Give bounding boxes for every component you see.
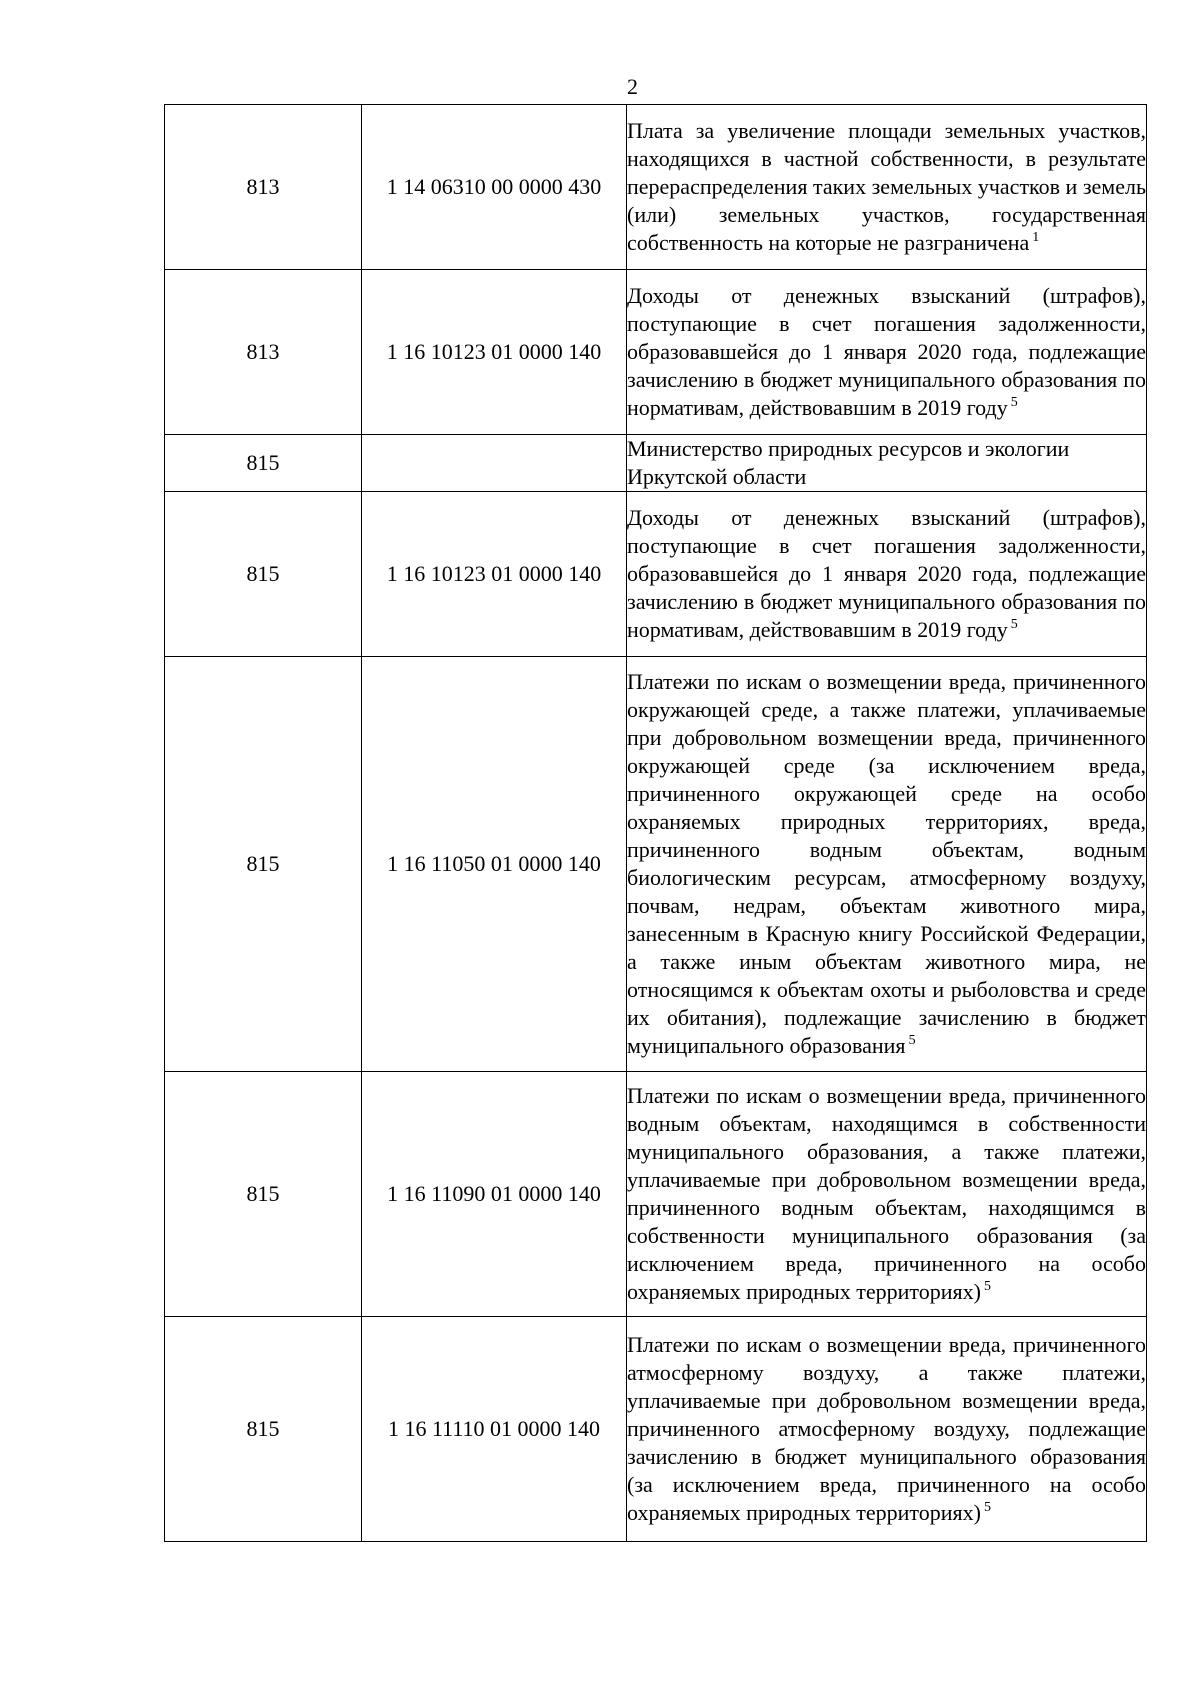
description-cell: [627, 657, 1147, 1072]
revenue-code-cell: 1 16 10123 01 0000 140: [362, 492, 627, 657]
admin-code-cell: 813: [165, 270, 362, 435]
description-text: Доходы от денежных взысканий (штрафов), поступающие в счет погашения задолженности, образовавшейся до 1 января 2020 года, подлежащие зачислению в бюджет муниципального образования по нормативам, действовавшим в 2019 году: [627, 505, 1146, 642]
description-text: Плата за увеличение площади земельных участков, находящихся в частной собственности, в результате перераспределения таких земельных участков и земель (или) земельных участков, государственная собственность на которые не разграничена: [627, 118, 1146, 255]
footnote-mark: 5: [983, 1279, 991, 1294]
footnote-mark: 5: [1010, 395, 1018, 410]
admin-code-cell: 815: [165, 435, 362, 492]
table-row: [165, 492, 1147, 657]
footnote-mark: 5: [983, 1500, 991, 1515]
description-cell: [627, 1317, 1147, 1542]
description-text: Платежи по искам о возмещении вреда, причиненного окружающей среде, а также платежи, уплачиваемые при добровольном возмещении вреда, причиненного окружающей среде (за исключением вреда, причиненного окружающей среде на особо охраняемых природных территориях, вреда, причиненного водным объектам, водным биологическим ресурсам, атмосферному воздуху, почвам, недрам, объектам животного мира, занесенным в Красную книгу Российской Федерации, а также иным объектам животного мира, не относящимся к объектам охоты и рыболовства и среде их обитания), подлежащие зачислению в бюджет муниципального образования: [627, 669, 1146, 1058]
page-number: 2: [627, 74, 638, 99]
footnote-mark: 1: [1032, 230, 1040, 245]
table-row-ministry: [165, 435, 1147, 492]
revenue-codes-table: [164, 104, 1147, 1542]
description-cell: [627, 492, 1147, 657]
ministry-name-cell: Министерство природных ресурсов и экологии Иркутской области: [627, 435, 1147, 492]
revenue-code-cell: 1 16 11050 01 0000 140: [362, 657, 627, 1072]
description-cell: [627, 1072, 1147, 1317]
table-row: [165, 657, 1147, 1072]
description-text: Платежи по искам о возмещении вреда, причиненного водным объектам, находящимся в собственности муниципального образования, а также платежи, уплачиваемые при добровольном возмещении вреда, причиненного водным объектам, находящимся в собственности муниципального образования (за исключением вреда, причиненного на особо охраняемых природных территориях): [627, 1083, 1146, 1304]
footnote-mark: 5: [1010, 617, 1018, 632]
revenue-code-cell: 1 16 11110 01 0000 140: [362, 1317, 627, 1542]
description-cell: [627, 105, 1147, 270]
revenue-code-cell-empty: [362, 435, 627, 492]
admin-code-cell: 815: [165, 657, 362, 1072]
footnote-mark: 5: [908, 1033, 916, 1048]
admin-code-cell: 815: [165, 1072, 362, 1317]
admin-code-cell: 813: [165, 105, 362, 270]
description-text: Доходы от денежных взысканий (штрафов), поступающие в счет погашения задолженности, образовавшейся до 1 января 2020 года, подлежащие зачислению в бюджет муниципального образования по нормативам, действовавшим в 2019 году: [627, 283, 1146, 420]
description-text: Платежи по искам о возмещении вреда, причиненного атмосферному воздуху, а также платежи, уплачиваемые при добровольном возмещении вреда, причиненного атмосферному воздуху, подлежащие зачислению в бюджет муниципального образования (за исключением вреда, причиненного на особо охраняемых природных территориях): [627, 1332, 1146, 1525]
revenue-code-cell: 1 16 10123 01 0000 140: [362, 270, 627, 435]
description-cell: [627, 270, 1147, 435]
table-row: [165, 105, 1147, 270]
revenue-code-cell: 1 16 11090 01 0000 140: [362, 1072, 627, 1317]
revenue-code-cell: 1 14 06310 00 0000 430: [362, 105, 627, 270]
admin-code-cell: 815: [165, 1317, 362, 1542]
table-row: [165, 1317, 1147, 1542]
table-row: [165, 270, 1147, 435]
table-row: [165, 1072, 1147, 1317]
admin-code-cell: 815: [165, 492, 362, 657]
